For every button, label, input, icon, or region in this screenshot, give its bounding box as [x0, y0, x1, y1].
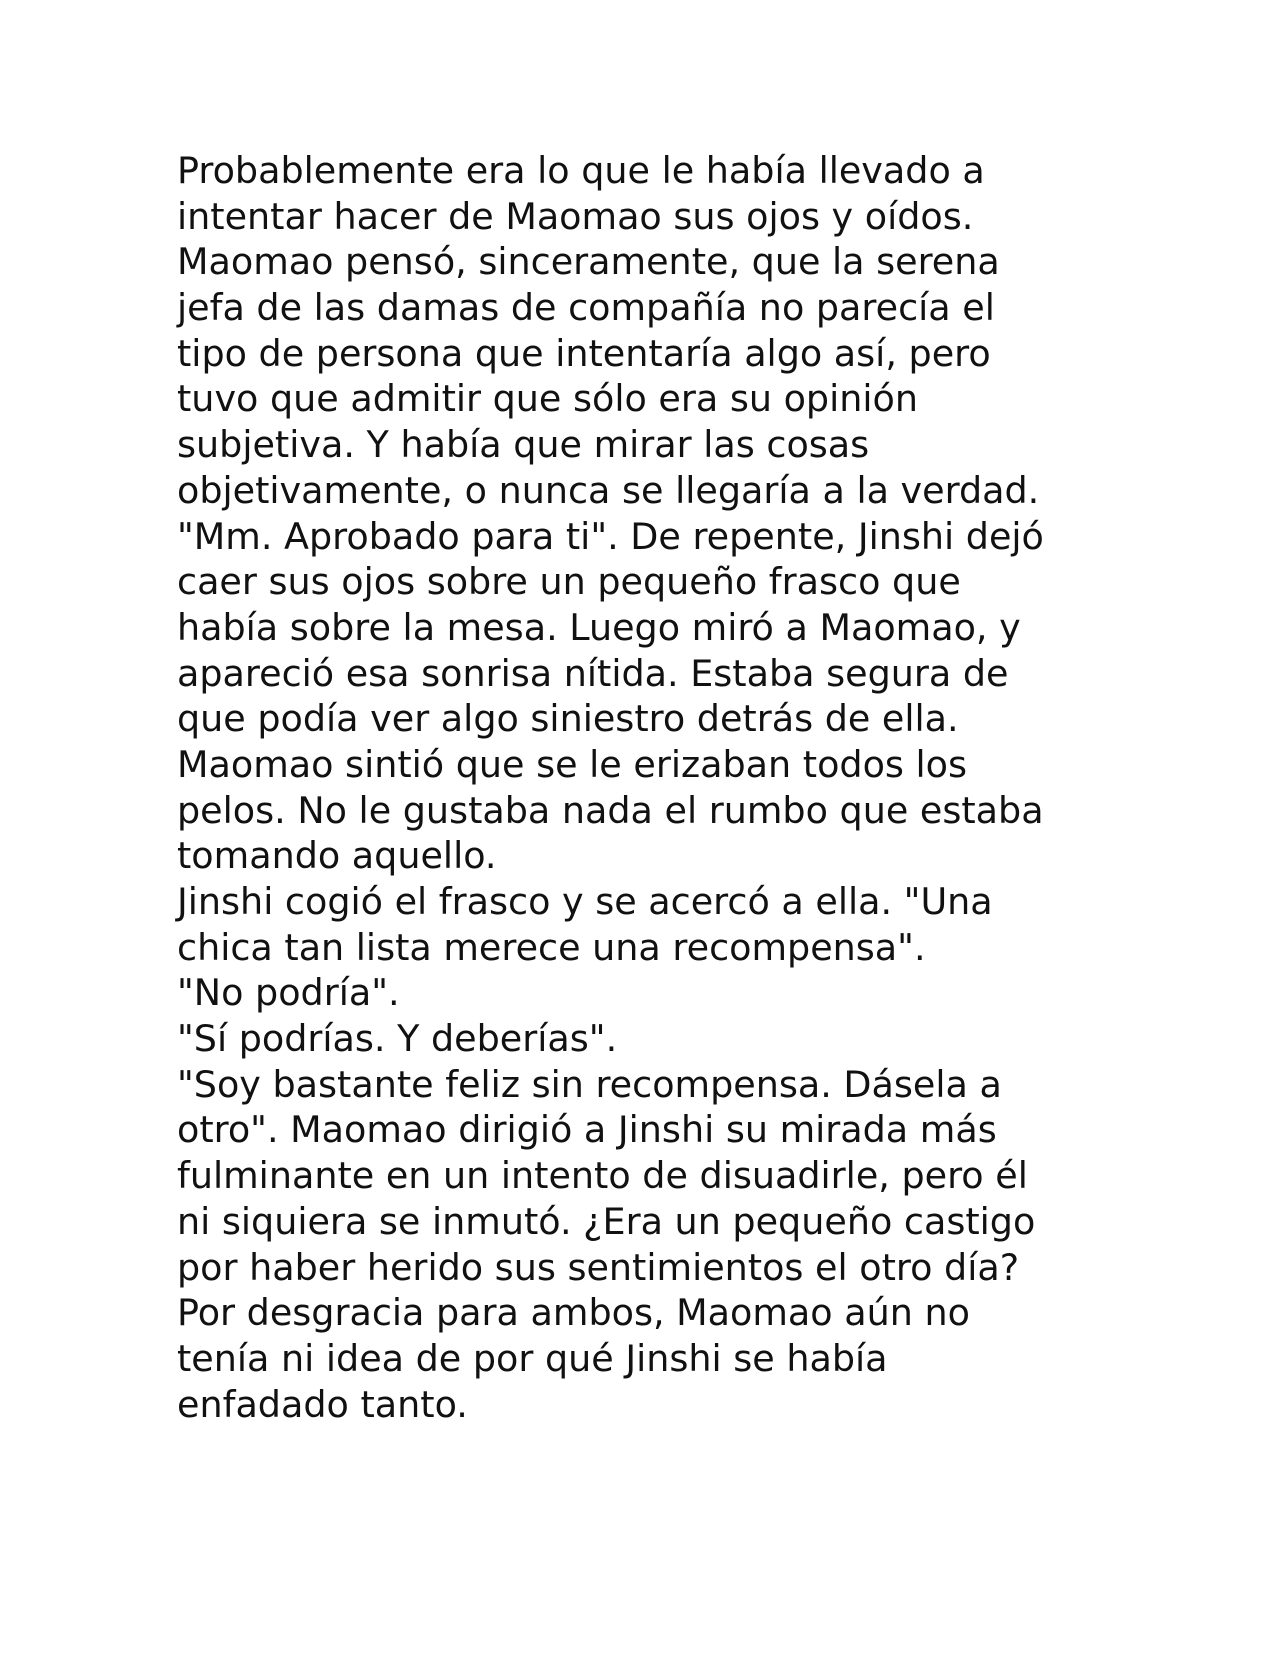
- text-line: por haber herido sus sentimientos el otro día?: [177, 1245, 1020, 1289]
- text-line: otro". Maomao dirigió a Jinshi su mirada más: [177, 1108, 997, 1152]
- text-line: apareció esa sonrisa nítida. Estaba segura de: [177, 651, 1009, 695]
- text-line: tenía ni idea de por qué Jinshi se había: [177, 1336, 888, 1380]
- text-line: objetivamente, o nunca se llegaría a la verdad.: [177, 468, 1040, 512]
- text-line: Por desgracia para ambos, Maomao aún no: [177, 1291, 970, 1335]
- text-line: ni siquiera se inmutó. ¿Era un pequeño castigo: [177, 1199, 1036, 1243]
- text-line: "Sí podrías. Y deberías".: [177, 1017, 618, 1061]
- text-line: tomando aquello.: [177, 834, 497, 878]
- text-line: "Soy bastante feliz sin recompensa. Dásela a: [177, 1062, 1002, 1106]
- text-line: fulminante en un intento de disuadirle, pero él: [177, 1154, 1028, 1198]
- text-line: intentar hacer de Maomao sus ojos y oídos.: [177, 194, 974, 238]
- text-line: tipo de persona que intentaría algo así, pero: [177, 331, 991, 375]
- text-line: jefa de las damas de compañía no parecía el: [177, 286, 995, 330]
- text-line: Maomao pensó, sinceramente, que la serena: [177, 240, 1000, 284]
- text-line: Jinshi cogió el frasco y se acercó a ella. "Una: [177, 880, 993, 923]
- text-line: pelos. No le gustaba nada el rumbo que estaba: [177, 788, 1044, 832]
- text-line: tuvo que admitir que sólo era su opinión: [177, 377, 918, 421]
- text-line: que podía ver algo siniestro detrás de ella.: [177, 697, 959, 741]
- text-line: Probablemente era lo que le había llevado a: [177, 149, 985, 192]
- text-line: caer sus ojos sobre un pequeño frasco que: [177, 560, 961, 604]
- body-text: [177, 148, 1177, 1427]
- text-line: enfadado tanto.: [177, 1382, 468, 1426]
- text-line: subjetiva. Y había que mirar las cosas: [177, 423, 870, 467]
- text-line: chica tan lista merece una recompensa".: [177, 925, 926, 969]
- text-line: Maomao sintió que se le erizaban todos los: [177, 742, 968, 786]
- text-line: "Mm. Aprobado para ti". De repente, Jinshi dejó: [177, 514, 1044, 558]
- text-line: había sobre la mesa. Luego miró a Maomao, y: [177, 605, 1021, 649]
- text-line: "No podría".: [177, 971, 400, 1015]
